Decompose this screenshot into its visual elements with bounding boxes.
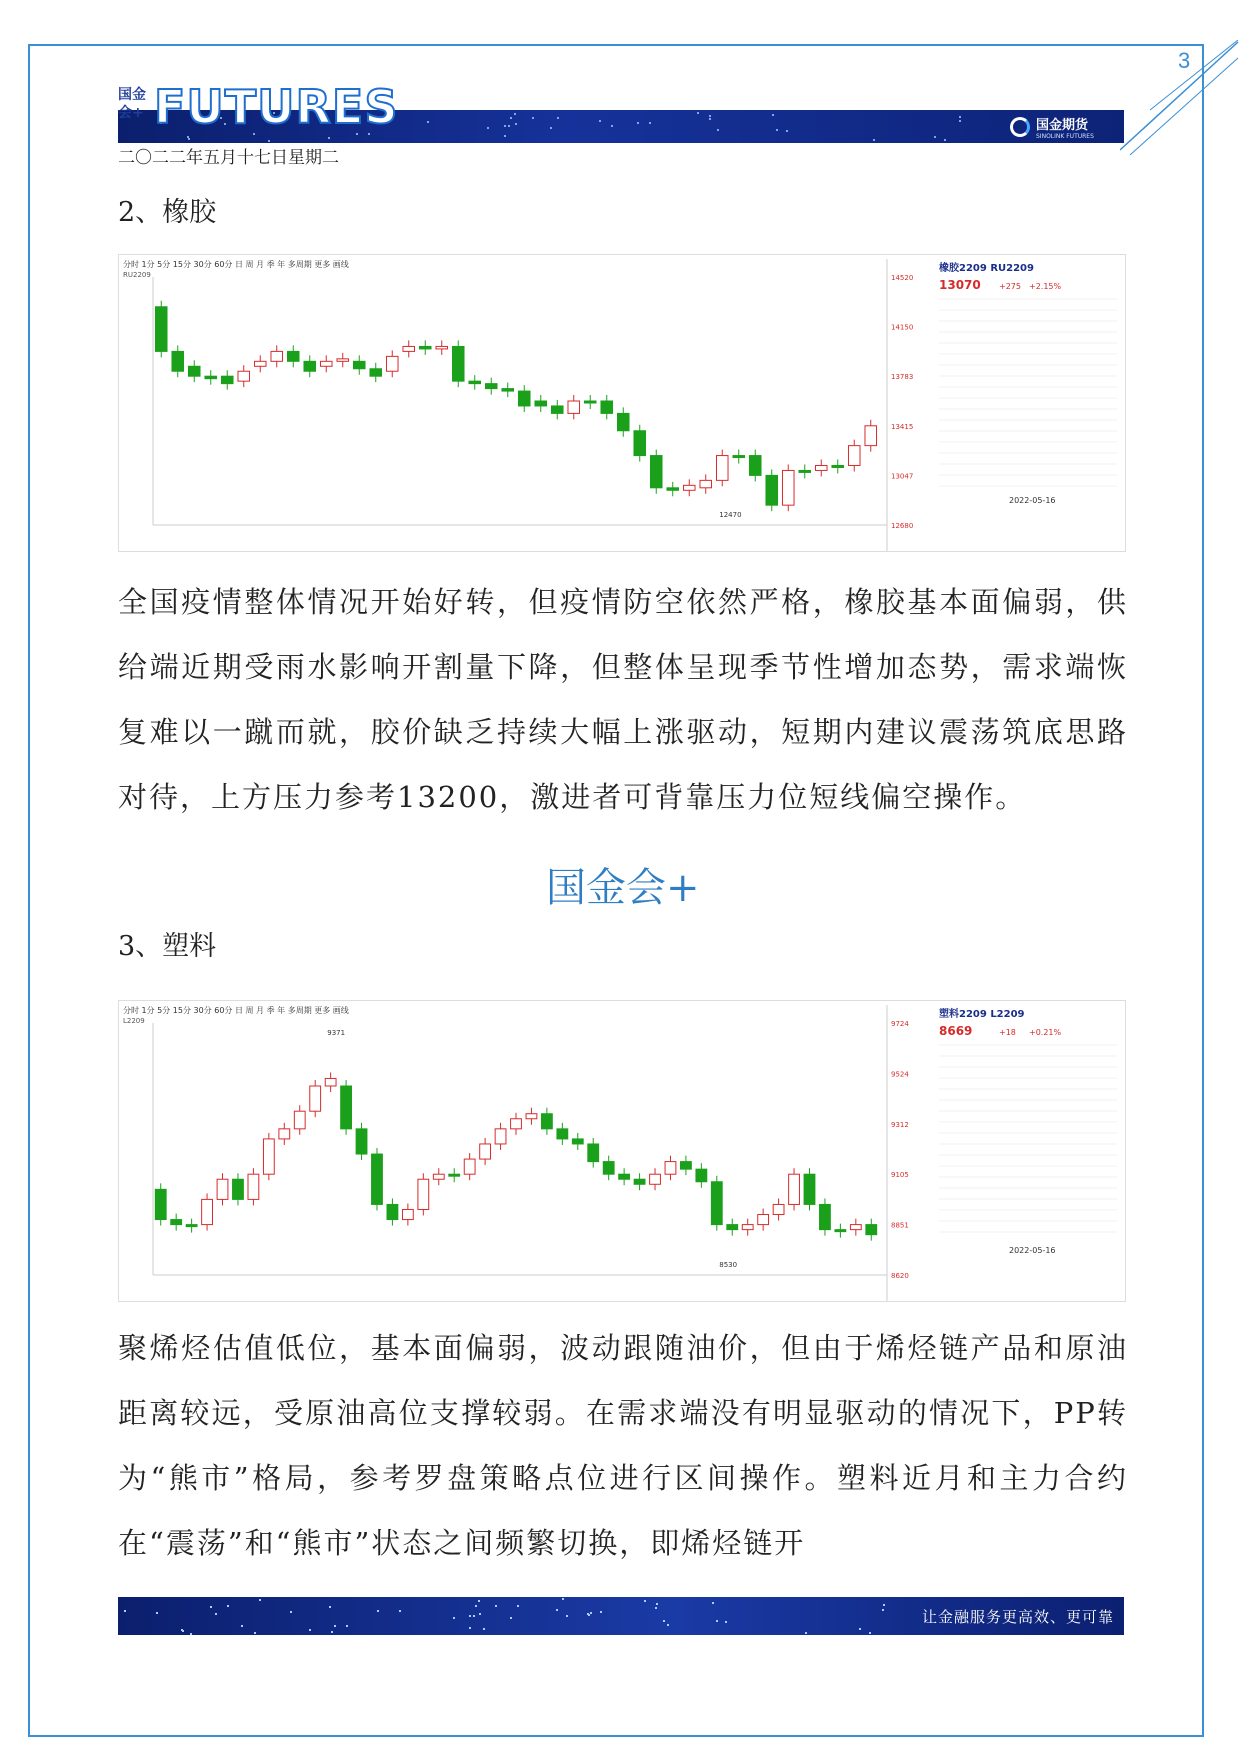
y-tick-label: 9724: [891, 1020, 909, 1028]
star-dot: [399, 1610, 401, 1612]
logo-small-text: 国金会+: [118, 87, 146, 121]
candle-body: [758, 1215, 769, 1225]
star-dot: [600, 1611, 602, 1613]
candle-body: [572, 1139, 583, 1144]
candle-body: [485, 384, 497, 389]
star-dot: [611, 125, 613, 127]
star-dot: [649, 122, 651, 124]
star-dot: [717, 129, 719, 131]
star-dot: [487, 127, 489, 129]
candle-body: [205, 376, 217, 378]
candle-body: [287, 351, 299, 361]
chart-toolbar: 分时 1分 5分 15分 30分 60分 日 周 月 季 年 多周期 更多 画线: [123, 260, 349, 269]
star-dot: [190, 1633, 192, 1635]
candle-body: [766, 475, 778, 505]
brand-en: SINOLINK FUTURES: [1036, 133, 1094, 140]
star-dot: [882, 1609, 884, 1611]
logo-big-text: FUTURES: [154, 80, 399, 134]
candle-body: [403, 346, 415, 351]
star-dot: [510, 1617, 512, 1619]
footer-banner: [118, 1597, 1124, 1635]
star-dot: [504, 135, 506, 137]
star-dot: [241, 1625, 243, 1627]
star-dot: [517, 1605, 519, 1607]
star-dot: [805, 1632, 807, 1634]
star-dot: [254, 1632, 256, 1634]
star-dot: [656, 1603, 658, 1605]
star-dot: [508, 125, 510, 127]
candle-body: [835, 1230, 846, 1232]
candle-body: [799, 470, 811, 472]
star-dot: [334, 1625, 336, 1627]
star-dot: [772, 114, 774, 116]
star-dot: [188, 138, 190, 140]
candle-body: [634, 431, 646, 456]
candle-body: [820, 1204, 831, 1229]
candle-body: [742, 1225, 753, 1230]
star-dot: [725, 1621, 727, 1623]
candle-body: [186, 1225, 197, 1227]
brand-cn: 国金期货: [1036, 118, 1089, 133]
candle-body: [233, 1179, 244, 1199]
candle-body: [337, 359, 349, 361]
star-dot: [873, 139, 875, 141]
candle-body: [789, 1174, 800, 1204]
candle-body: [248, 1174, 259, 1199]
candle-body: [279, 1129, 290, 1139]
chart-change-pct: +0.21%: [1029, 1028, 1062, 1037]
candle-body: [341, 1086, 352, 1129]
candle-body: [518, 391, 530, 406]
candle-body: [480, 1144, 491, 1159]
candle-body: [541, 1114, 552, 1129]
star-dot: [697, 112, 699, 114]
star-dot: [227, 1605, 229, 1607]
candle-body: [850, 1225, 861, 1230]
page-number: 3: [1178, 48, 1191, 73]
star-dot: [469, 1627, 471, 1629]
candle-body: [387, 1204, 398, 1219]
candle-body: [372, 1154, 383, 1204]
star-dot: [473, 1615, 475, 1617]
sinolink-logo-icon: [1010, 117, 1030, 137]
high-mark: 9371: [327, 1029, 346, 1037]
candle-body: [402, 1209, 413, 1219]
star-dot: [504, 125, 506, 127]
star-dot: [550, 127, 552, 129]
candle-body: [495, 1129, 506, 1144]
candle-body: [370, 369, 382, 376]
candle-body: [254, 361, 266, 366]
star-dot: [786, 130, 788, 132]
candle-body: [325, 1078, 336, 1086]
star-dot: [557, 117, 559, 119]
candle-body: [716, 456, 728, 481]
chart-toolbar: 分时 1分 5分 15分 30分 60分 日 周 月 季 年 多周期 更多 画线: [123, 1006, 349, 1015]
star-dot: [329, 1606, 331, 1608]
y-tick-label: 14150: [891, 323, 914, 332]
candle-body: [221, 376, 233, 383]
plastic-kline-chart: [118, 1000, 1126, 1302]
candle-body: [650, 456, 662, 488]
y-tick-label: 12680: [891, 522, 914, 530]
candle-body: [238, 371, 250, 381]
candle-body: [386, 356, 398, 371]
candle-body: [418, 1179, 429, 1209]
star-dot: [644, 1600, 646, 1602]
star-dot: [377, 1610, 379, 1612]
star-dot: [934, 136, 936, 138]
star-dot: [453, 1617, 455, 1619]
candle-body: [683, 485, 695, 490]
candle-body: [727, 1225, 738, 1230]
star-dot: [883, 1604, 885, 1606]
y-tick-label: 13415: [891, 422, 914, 431]
y-tick-label: 8620: [891, 1272, 909, 1280]
candle-body: [502, 389, 514, 391]
candle-body: [551, 406, 563, 413]
y-tick-label: 9105: [891, 1171, 909, 1180]
low-mark: 8530: [719, 1261, 738, 1269]
report-date: 二〇二二年五月十七日星期二: [118, 148, 339, 168]
chart-change-pct: +2.15%: [1029, 282, 1062, 291]
star-dot: [309, 1629, 311, 1631]
star-dot: [556, 1609, 558, 1611]
star-dot: [655, 1607, 657, 1609]
series-label: RU2209: [123, 271, 151, 279]
chart-change: +275: [999, 282, 1021, 291]
footer-slogan: 让金融服务更高效、更可靠: [921, 1608, 1114, 1626]
star-dot: [514, 113, 516, 115]
candle-body: [696, 1169, 707, 1182]
candle-body: [171, 1220, 182, 1225]
candle-body: [568, 401, 580, 413]
candle-body: [294, 1111, 305, 1129]
candle-body: [217, 1179, 228, 1199]
candle-body: [356, 1129, 367, 1154]
candle-body: [865, 426, 877, 446]
chart-title: 塑料2209 L2209: [939, 1009, 1025, 1020]
candle-body: [452, 346, 464, 381]
rubber-kline-chart: [118, 254, 1126, 552]
section-heading-rubber: 2、橡胶: [118, 197, 217, 228]
star-dot: [515, 123, 517, 125]
candle-body: [584, 401, 596, 403]
candle-body: [469, 381, 481, 383]
candle-body: [617, 413, 629, 430]
sinolink-brand: [1010, 114, 1094, 140]
star-dot: [124, 1610, 126, 1612]
star-dot: [709, 115, 711, 117]
y-tick-label: 9524: [891, 1070, 909, 1079]
chart-price: 8669: [939, 1024, 973, 1038]
candle-body: [511, 1119, 522, 1129]
candle-body: [464, 1159, 475, 1174]
star-dot: [182, 1630, 184, 1632]
candle-body: [832, 465, 844, 467]
chart-change: +18: [999, 1028, 1016, 1037]
candle-body: [634, 1179, 645, 1184]
candle-body: [681, 1162, 692, 1170]
star-dot: [959, 116, 961, 118]
section-text-plastic: 聚烯烃估值低位，基本面偏弱，波动跟随油价，但由于烯烃链产品和原油距离较远，受原油高位支撑较弱。在需求端没有明显驱动的情况下，PP转为“熊市”格局，参考罗盘策略点位进行区间操作。塑料近月和主力合约在“震荡”和“熊市”状态之间频繁切换，即烯烃链开: [118, 1331, 1128, 1560]
candle-body: [436, 346, 448, 348]
candle-body: [263, 1139, 274, 1174]
candle-body: [711, 1182, 722, 1225]
star-dot: [290, 1611, 292, 1613]
star-dot: [483, 1628, 485, 1630]
section-text-rubber: 全国疫情整体情况开始好转，但疫情防空依然严格，橡胶基本面偏弱，供给端近期受雨水影响开割量下降，但整体呈现季节性增加态势，需求端恢复难以一蹴而就，胶价缺乏持续大幅上涨驱动，短期内建议震荡筑底思路对待，上方压力参考13200，激进者可背靠压力位短线偏空操作。: [118, 585, 1128, 814]
candle-body: [155, 307, 167, 352]
candle-body: [804, 1174, 815, 1204]
y-tick-label: 14520: [891, 274, 914, 282]
candle-body: [557, 1129, 568, 1139]
candle-body: [202, 1199, 213, 1224]
candle-body: [866, 1225, 877, 1235]
series-label: L2209: [123, 1017, 145, 1025]
candle-body: [433, 1174, 444, 1179]
star-dot: [667, 1624, 669, 1626]
y-tick-label: 13783: [891, 373, 914, 382]
chart-date: 2022-05-16: [1009, 496, 1056, 505]
candle-body: [782, 470, 794, 505]
star-dot: [210, 1606, 212, 1608]
candle-body: [172, 351, 184, 371]
y-tick-label: 13047: [891, 472, 914, 481]
star-dot: [959, 120, 961, 122]
candle-body: [749, 456, 761, 476]
y-tick-label: 9312: [891, 1120, 909, 1129]
candle-body: [603, 1162, 614, 1175]
candle-body: [773, 1204, 784, 1214]
chart-price: 13070: [939, 278, 981, 292]
candle-body: [353, 361, 365, 368]
star-dot: [712, 1602, 714, 1604]
watermark-logo: 国金会+: [546, 865, 700, 911]
candle-body: [449, 1174, 460, 1176]
star-dot: [495, 1605, 497, 1607]
star-dot: [709, 118, 711, 120]
star-dot: [215, 1613, 217, 1615]
candle-body: [304, 361, 316, 371]
chart-date: 2022-05-16: [1009, 1246, 1056, 1255]
chart-title: 橡胶2209 RU2209: [939, 263, 1034, 274]
candle-body: [601, 401, 613, 413]
candle-body: [665, 1162, 676, 1175]
y-tick-label: 8851: [891, 1221, 909, 1230]
candle-body: [848, 446, 860, 466]
star-dot: [599, 120, 601, 122]
candle-body: [320, 361, 332, 366]
candle-body: [700, 480, 712, 487]
candle-body: [619, 1174, 630, 1179]
candle-body: [526, 1114, 537, 1119]
candle-body: [815, 465, 827, 470]
star-dot: [532, 117, 534, 119]
candle-body: [419, 346, 431, 348]
star-dot: [859, 1628, 861, 1630]
candle-body: [310, 1086, 321, 1111]
star-dot: [944, 139, 946, 141]
star-dot: [566, 1615, 568, 1617]
star-dot: [562, 1598, 564, 1600]
low-mark: 12470: [719, 511, 742, 519]
star-dot: [427, 121, 429, 123]
star-dot: [268, 140, 270, 142]
candle-body: [588, 1144, 599, 1162]
star-dot: [776, 129, 778, 131]
candle-body: [535, 401, 547, 406]
candle-body: [271, 351, 283, 361]
star-dot: [478, 1600, 480, 1602]
section-heading-plastic: 3、塑料: [118, 931, 217, 962]
star-dot: [588, 1614, 590, 1616]
star-dot: [663, 1620, 665, 1622]
star-dot: [869, 1632, 871, 1634]
star-dot: [346, 1625, 348, 1627]
candle-body: [155, 1189, 166, 1219]
candle-body: [188, 366, 200, 376]
star-dot: [156, 1612, 158, 1614]
star-dot: [479, 1613, 481, 1615]
candle-body: [667, 488, 679, 490]
star-dot: [331, 1631, 333, 1633]
star-dot: [716, 1620, 718, 1622]
candle-body: [650, 1174, 661, 1184]
candle-body: [733, 456, 745, 458]
star-dot: [259, 1599, 261, 1601]
star-dot: [637, 122, 639, 124]
star-dot: [469, 1615, 471, 1617]
star-dot: [475, 1605, 477, 1607]
star-dot: [328, 137, 330, 139]
star-dot: [510, 117, 512, 119]
